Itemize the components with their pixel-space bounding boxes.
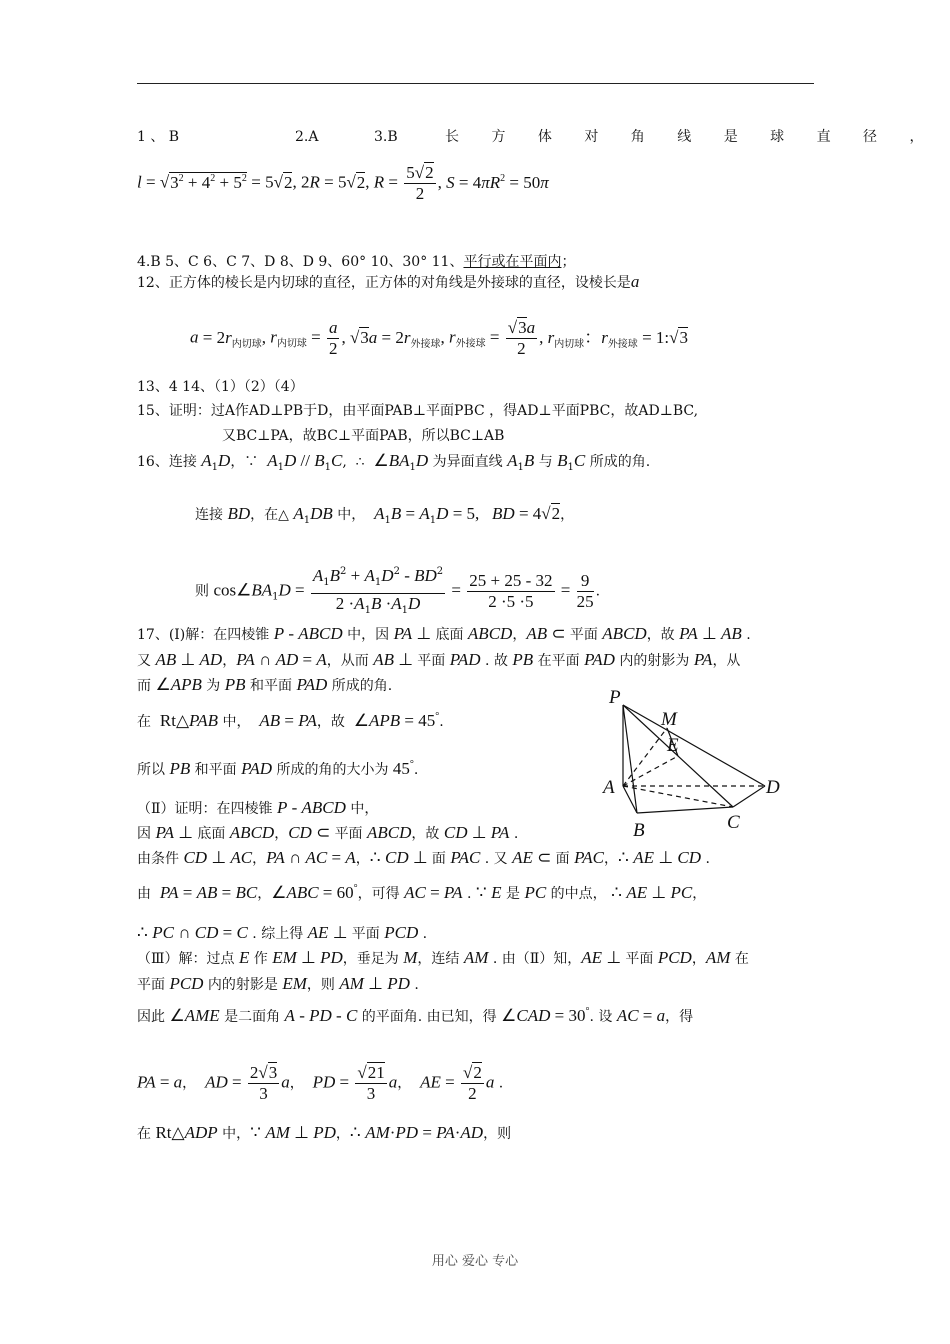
answer-17-line-2: 又 AB ⊥ AD，PA ∩ AD = A，从而 AB ⊥ 平面 PAD . 故 PB 在平面 PAD 内的射影为 PA，从 [137,650,741,669]
edge-CD [733,786,765,807]
answer-1: 1 、 B [137,129,180,145]
label-E: E [667,735,679,756]
answer-13-14: 13、4 14、（1）（2）（4） [137,379,304,395]
answer-15-line-2: 又BC⊥PA，故BC⊥平面PAB，所以BC⊥AB [222,428,505,444]
answer-17-line-9: 由 PA = AB = BC，∠ABC = 60°，可得 AC = PA . ∵ E 是 PC 的中点， ∴ AE ⊥ PC， [137,883,707,902]
answer-16-line-2: 连接 BD，在△ $A_1DB$ 中， $A_1B = A_1D = 5$, BD = 4√2， [195,504,575,526]
edge-PB [623,705,637,813]
edge-AC [623,786,733,807]
answer-17-line-11: （Ⅲ）解：过点 E 作 EM ⊥ PD，垂足为 M，连结 AM . 由（Ⅱ）知，AE ⊥ 平面 PCD，AM 在 [137,948,749,967]
formula-sphere: $l = √3^2 + 4^2 + 5^2 = 5√2$, 2R = 5√2, R = $\frac{5√2}{2}$ , $S = 4\pi R^2 = 50\pi$ [137,163,549,203]
answer-17-line-14: PA = a， AD = $\frac{2√3}{3}$ a， PD = $\frac{√21}{3}$ a， AE = $\frac{√2}{2}$ a . [137,1063,504,1103]
formula-radii: $a = 2r_{内切球}$, $r_{内切球}$ = $\frac{a}{2}$ , $√3a = 2r_{外接球}$, $r_{外接球}$ = $\frac{√3a}{2}$ , $r_{内切球}$：$r_{外接球}$ = 1:√3 [190,318,688,358]
edge-PD [623,705,765,786]
header-rule [137,83,814,84]
label-A: A [603,777,615,798]
answer-2: 2.A [295,129,319,145]
answer-17-line-13: 因此 ∠AME 是二面角 A - PD - C 的平面角. 由已知，得 ∠CAD = 30°. 设 AC = a，得 [137,1006,694,1025]
answer-17-line-15: 在 Rt△ADP 中，∵ AM ⊥ PD，∴ AM·PD = PA·AD，则 [137,1123,512,1142]
answer-11: 平行或在平面内 [463,254,562,270]
answer-17-line-8: 由条件 CD ⊥ AC，PA ∩ AC = A，∴ CD ⊥ 面 PAC . 又 AE ⊂ 面 PAC，∴ AE ⊥ CD . [137,848,710,867]
label-D: D [766,777,780,798]
answer-17-line-4: 在 Rt△PAB 中， AB = PA，故 ∠APB = 45°. [137,711,444,730]
answer-17-line-3: 而 ∠APB 为 PB 和平面 PAD 所成的角. [137,675,393,694]
answer-3: 3.B [374,129,398,145]
label-P: P [609,687,621,708]
edge-BC [637,807,733,813]
answer-line-1 [137,128,179,146]
answer-17-line-6: （Ⅱ）证明：在四棱锥 P - ABCD 中， [137,798,379,817]
pyramid-figure [595,683,795,843]
page-footer: 用心 爱心 专心 [431,1254,519,1269]
answer-17-line-7: 因 PA ⊥ 底面 ABCD，CD ⊂ 平面 ABCD，故 CD ⊥ PA . [137,823,519,842]
label-B: B [633,820,645,841]
answer-17-line-1: 17、(Ⅰ)解：在四棱锥 P - ABCD 中，因 PA ⊥ 底面 ABCD，AB ⊂ 平面 ABCD，故 PA ⊥ AB . [137,624,751,643]
label-M: M [661,709,677,730]
answer-16-line-1: 16、连接 $A_1D$，∵ $A_1D // B_1C$, ∴ $\angle BA_1D$ 为异面直线 $A_1B$ 与 $B_1C$ 所成的角. [137,451,651,473]
answer-17-line-5: 所以 PB 和平面 PAD 所成的角的大小为 45°. [137,759,419,778]
label-C: C [727,812,740,833]
answer-15-line-1: 15、证明：过A作AD⊥PB于D，由平面PAB⊥平面PBC ，得AD⊥平面PBC，故AD⊥BC, [137,403,699,419]
answer-12-text: 12、正方体的棱长是内切球的直径，正方体的对角线是外接球的直径，设棱长是a [137,272,640,291]
answer-16-line-3: 则 $\cos\angle BA_1D$ = $\frac{A_1B^2 + A_1D^2 - BD^2}{2 \cdot A_1B \cdot A_1D}$ = $\frac{25 + 25 - 32}{2 \cdot 5 \cdot 5}$ = $\frac{9}{25}$ . [195,562,600,621]
answer-3-reason: 长 方 体 对 角 线 是 球 直 径 ， [445,129,938,145]
answer-17-line-12: 平面 PCD 内的射影是 EM，则 AM ⊥ PD . [137,974,419,993]
answer-17-line-10: ∴ PC ∩ CD = C . 综上得 AE ⊥ 平面 PCD . [137,923,428,942]
answer-line-4-11: 4.B 5、C 6、C 7、D 8、D 9、60° 10、30° 11、平行或在平面内； [137,254,576,270]
